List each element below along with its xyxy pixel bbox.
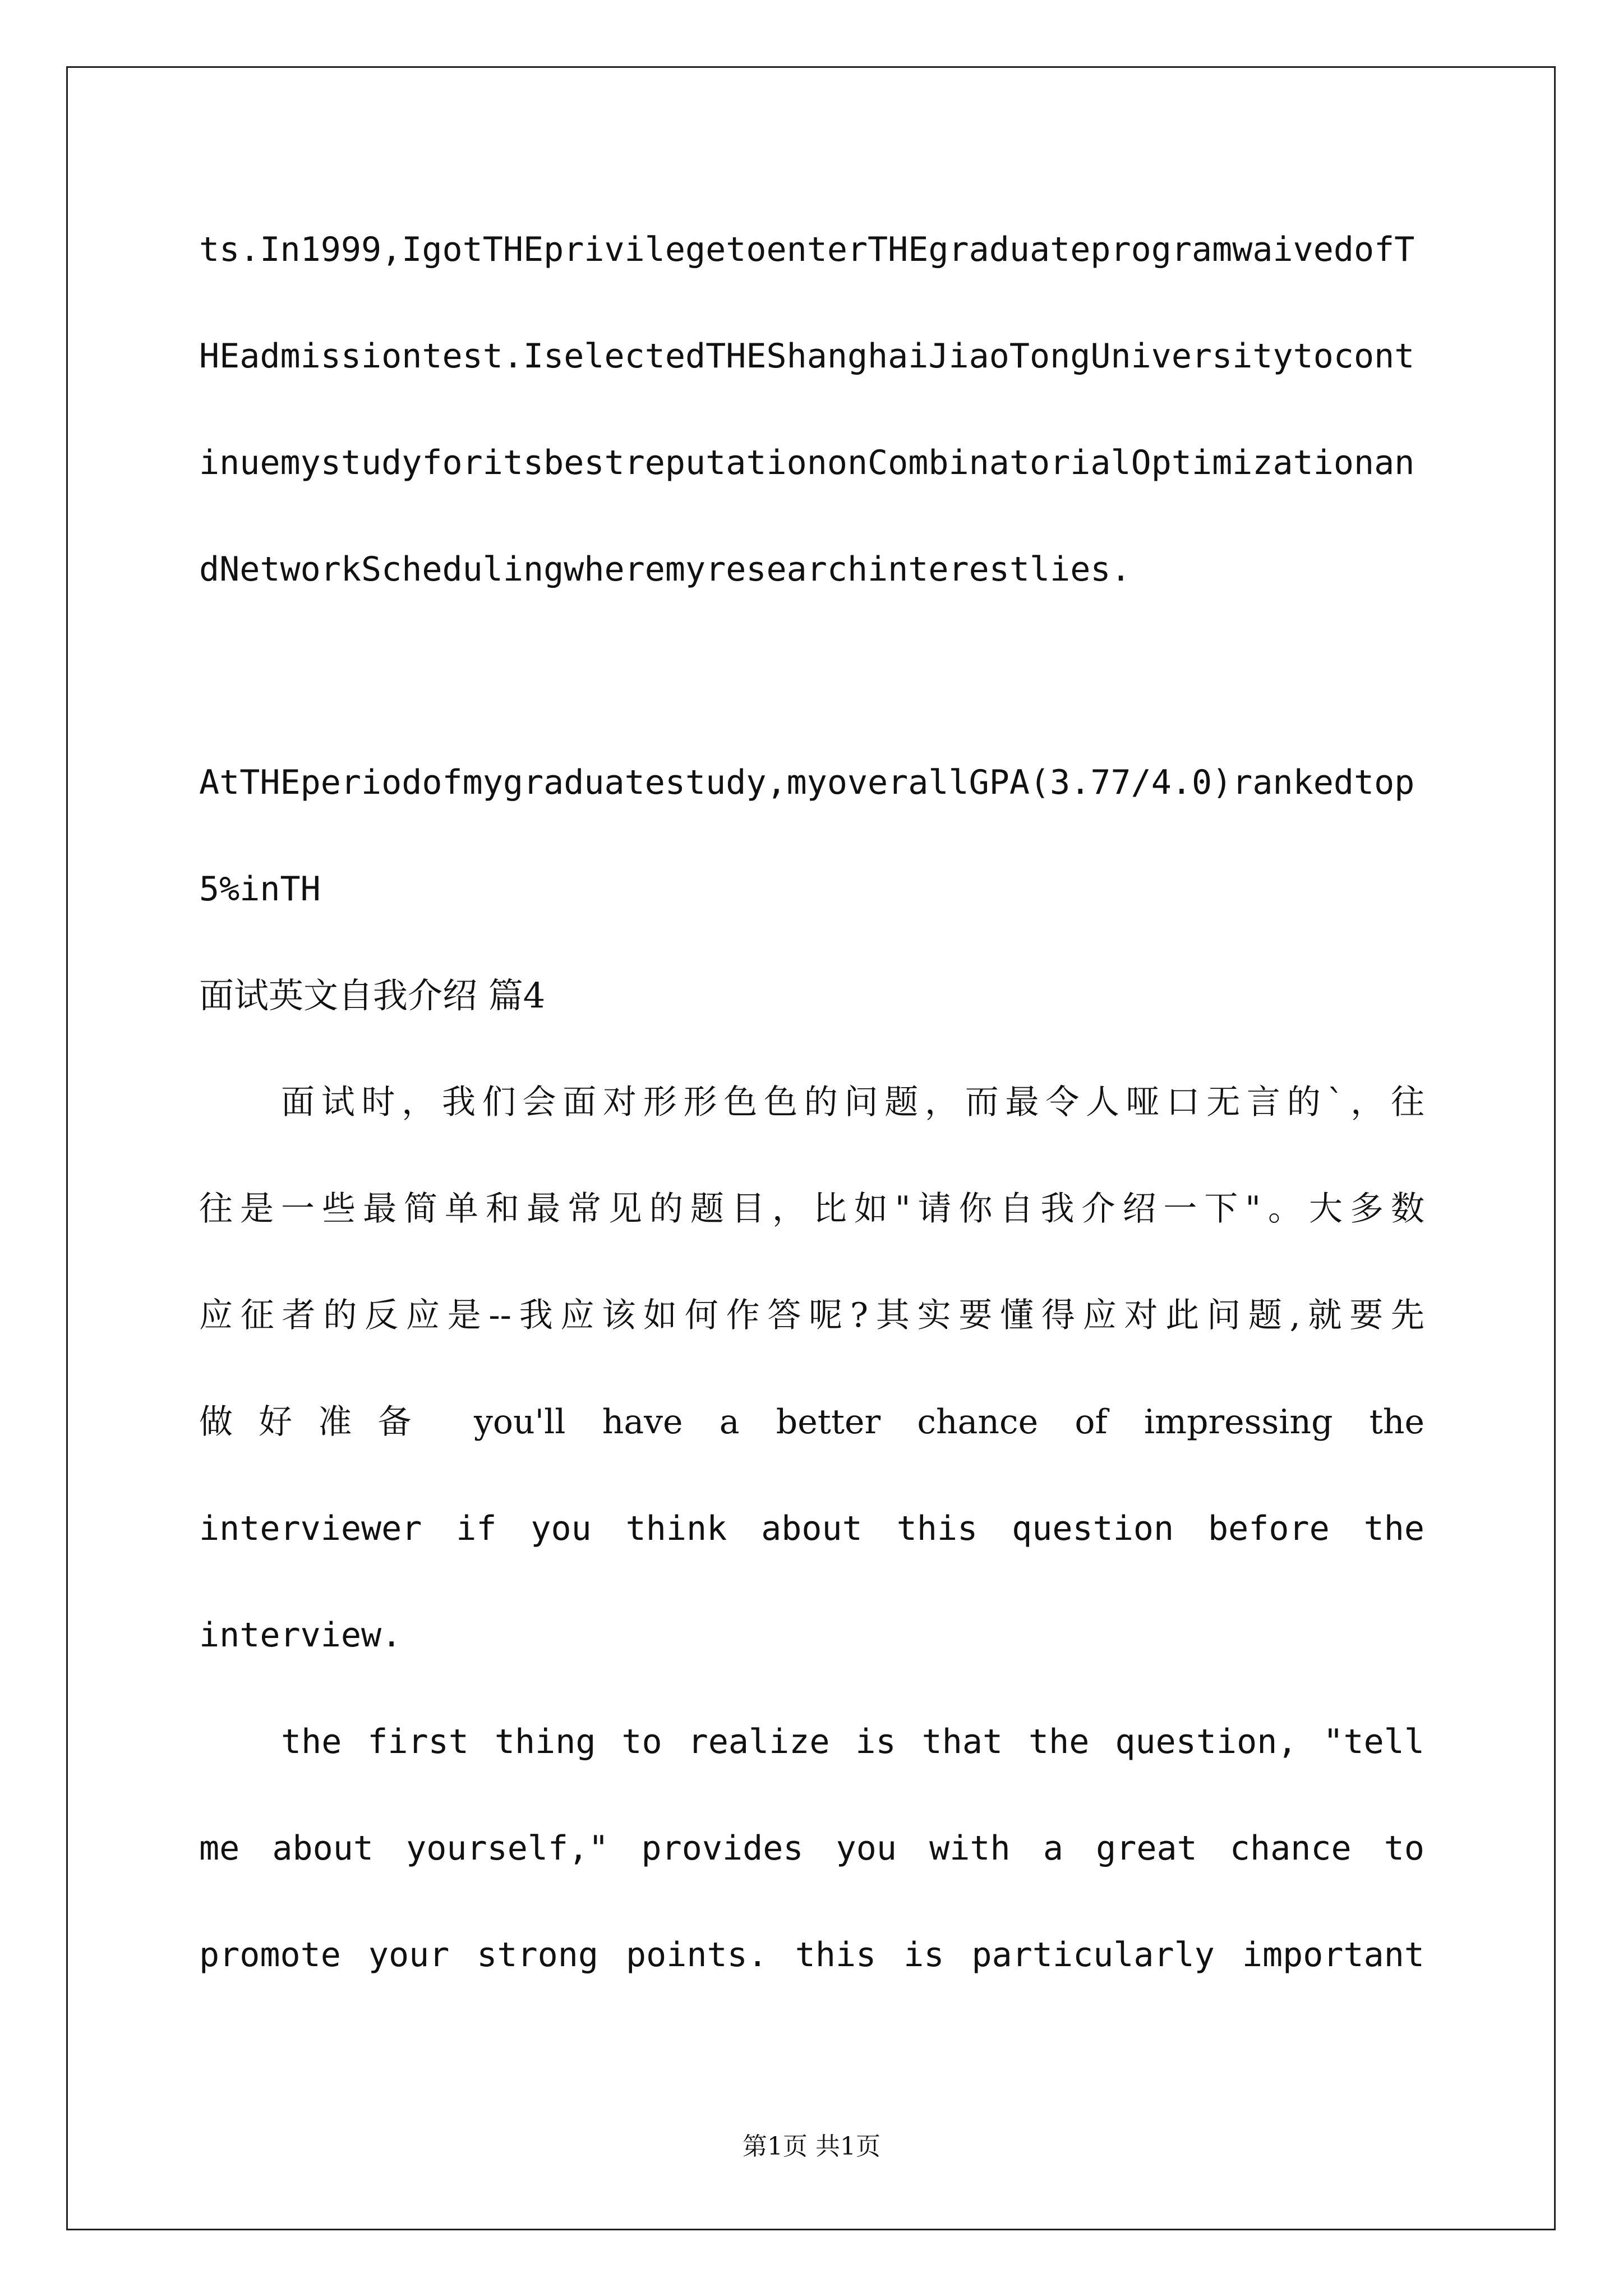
text-line: AtTHEperiodofmygraduatestudy,myoverallGPA(3.77/4.0)rankedtop xyxy=(199,763,1415,802)
paragraph-gap xyxy=(199,637,1424,743)
text-line: me about yourself," provides you with a great chance to xyxy=(199,1829,1424,1868)
text-line: 5%inTH xyxy=(199,869,321,909)
text-line: interviewer if you think about this question before the xyxy=(199,1509,1424,1548)
text-line: 做好准备 you'll have a better chance of impressing the xyxy=(199,1402,1424,1442)
text-line: inuemystudyforitsbestreputationonCombinatorialOptimizationan xyxy=(199,443,1415,482)
page-footer: 第1页 共1页 xyxy=(743,2132,880,2161)
text-line: 应征者的反应是--我应该如何作答呢?其实要懂得应对此问题,就要先 xyxy=(199,1296,1424,1335)
section-heading: 面试英文自我介绍 篇4 xyxy=(199,975,546,1016)
text-line: the first thing to realize is that the question, "tell xyxy=(281,1722,1424,1761)
text-line: 往是一些最简单和最常见的题目，比如"请你自我介绍一下"。大多数 xyxy=(199,1189,1424,1228)
text-line: dNetworkSchedulingwheremyresearchinterestlies. xyxy=(199,550,1131,589)
text-line: HEadmissiontest.IselectedTHEShanghaiJiaoTongUniversitytocont xyxy=(199,337,1415,376)
text-line: promote your strong points. this is particularly important xyxy=(199,1935,1424,1975)
document-body xyxy=(199,210,1424,2022)
text-line: 面试时，我们会面对形形色色的问题，而最令人哑口无言的`，往 xyxy=(281,1083,1424,1122)
text-line: interview. xyxy=(199,1616,402,1655)
text-line: ts.In1999,IgotTHEprivilegetoenterTHEgraduateprogramwaivedofT xyxy=(199,230,1415,269)
